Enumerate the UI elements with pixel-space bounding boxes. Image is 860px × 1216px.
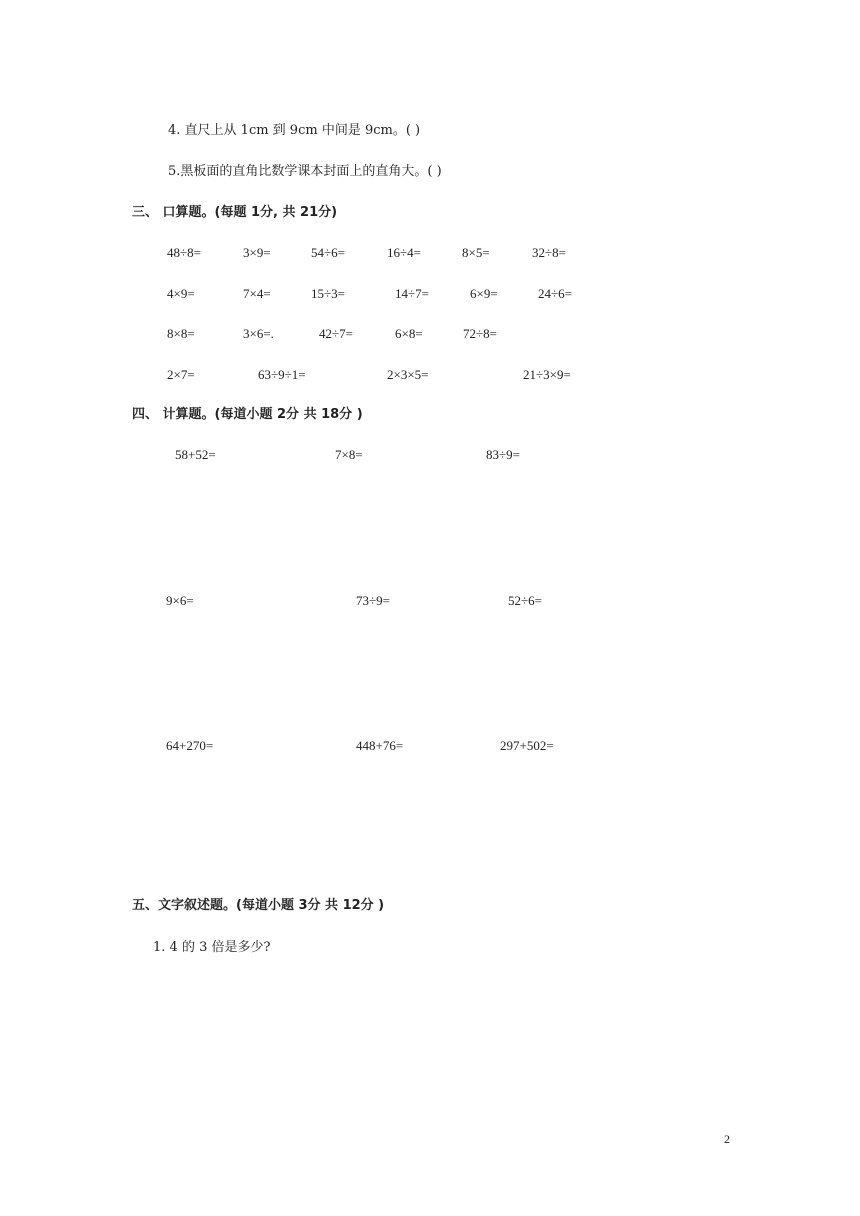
calc-problem: 58+52= <box>175 447 216 462</box>
section-5-title: 五、文字叙述题。(每道小题 3分 共 12分 ) <box>132 898 385 913</box>
page-number: 2 <box>724 1132 730 1146</box>
judgement-item-5: 5.黑板面的直角比数学课本封面上的直角大。( ) <box>168 164 442 179</box>
oral-problem: 21÷3×9= <box>523 367 571 382</box>
oral-problem: 8×8= <box>167 326 195 341</box>
oral-problem: 15÷3= <box>311 286 345 301</box>
oral-problem: 2×7= <box>167 367 195 382</box>
judgement-item-4: 4. 直尺上从 1cm 到 9cm 中间是 9cm。( ) <box>168 123 421 138</box>
calc-problem: 64+270= <box>166 738 214 753</box>
oral-problem: 72÷8= <box>463 326 497 341</box>
oral-problem: 24÷6= <box>538 286 572 301</box>
word-problem-1: 1. 4 的 3 倍是多少? <box>153 940 271 955</box>
calc-problem: 83÷9= <box>486 447 520 462</box>
oral-problem: 16÷4= <box>387 245 421 260</box>
oral-problem: 6×8= <box>395 326 423 341</box>
oral-problem: 3×6=. <box>243 326 274 341</box>
calc-problem: 52÷6= <box>508 593 542 608</box>
oral-problem: 7×4= <box>243 286 271 301</box>
oral-problem: 3×9= <box>243 245 271 260</box>
calc-problem: 448+76= <box>356 738 404 753</box>
calc-problem: 7×8= <box>335 447 363 462</box>
oral-problem: 54÷6= <box>311 245 345 260</box>
section-4-title: 四、 计算题。(每道小题 2分 共 18分 ) <box>132 407 363 422</box>
oral-problem: 6×9= <box>470 286 498 301</box>
oral-problem: 2×3×5= <box>387 367 429 382</box>
oral-problem: 63÷9÷1= <box>258 367 306 382</box>
oral-problem: 48÷8= <box>167 245 201 260</box>
oral-problem: 42÷7= <box>319 326 353 341</box>
calc-problem: 73÷9= <box>356 593 390 608</box>
section-3-title: 三、 口算题。(每题 1分, 共 21分) <box>132 205 338 220</box>
calc-problem: 9×6= <box>166 593 194 608</box>
oral-problem: 8×5= <box>462 245 490 260</box>
calc-problem: 297+502= <box>500 738 554 753</box>
oral-problem: 14÷7= <box>395 286 429 301</box>
oral-problem: 32÷8= <box>532 245 566 260</box>
oral-problem: 4×9= <box>167 286 195 301</box>
